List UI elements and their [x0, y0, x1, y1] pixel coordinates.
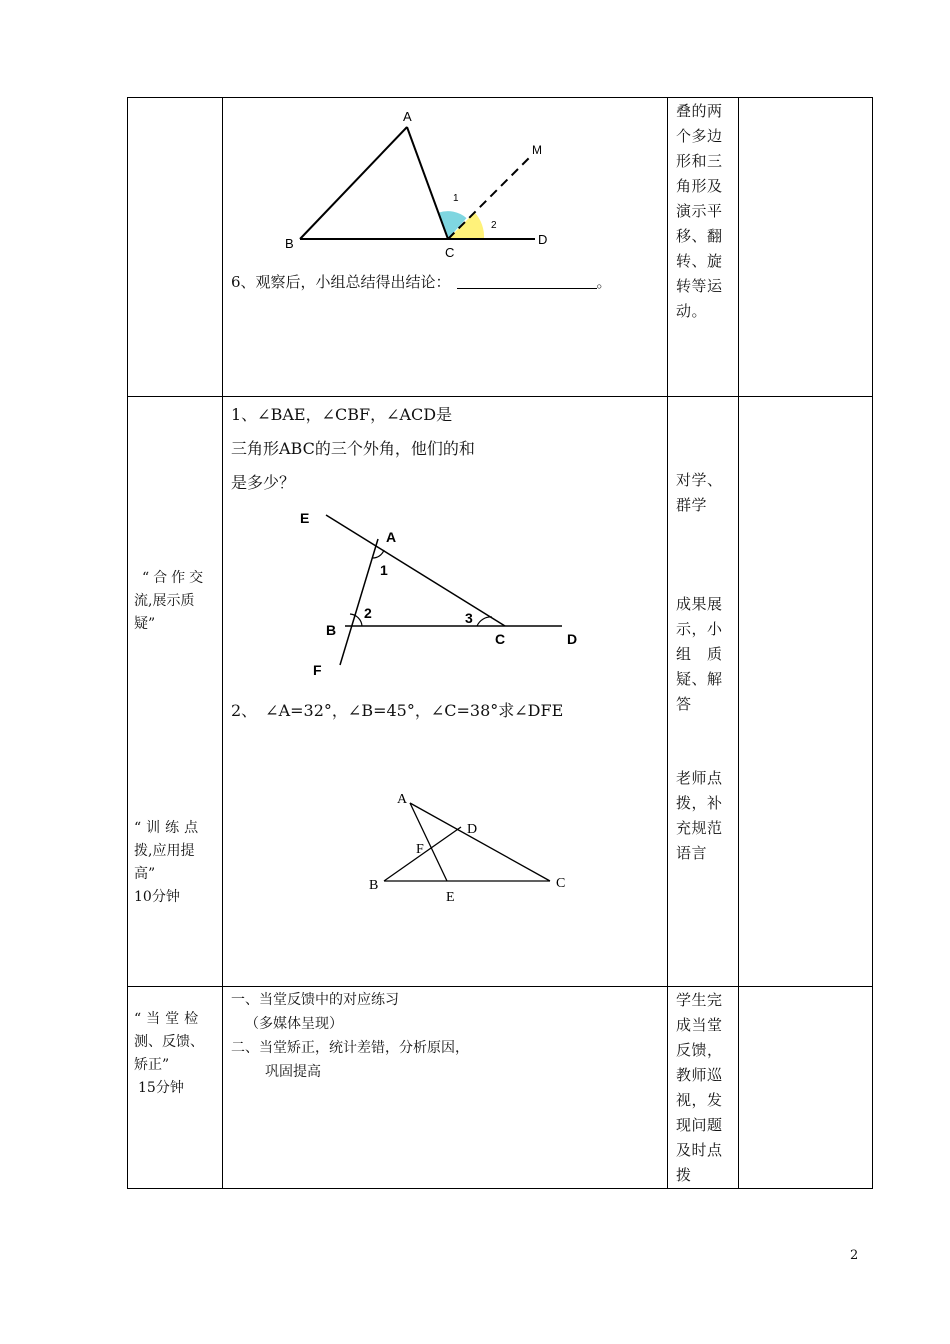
label-angle-1: 1: [453, 193, 459, 204]
label-B: B: [326, 622, 337, 638]
label-C: C: [495, 631, 506, 647]
content-line: 巩固提高: [265, 1064, 321, 1080]
note-line: 拨: [676, 1166, 692, 1184]
note-line: 动。: [676, 302, 708, 320]
row-divider-1: [127, 396, 873, 397]
note-line: 疑、解: [676, 670, 723, 688]
answer-blank: [457, 274, 597, 289]
label-E: E: [300, 510, 310, 526]
row2-note-a: [676, 468, 734, 518]
table-divider-3: [738, 97, 739, 1189]
note-line: 成果展: [676, 595, 723, 613]
note-line: 老师点: [676, 769, 723, 787]
note-line: 教师巡: [676, 1066, 723, 1084]
stage-line: 流,展示质: [134, 593, 195, 609]
stage-cooperation: [134, 567, 218, 636]
segment-AB: [300, 127, 407, 239]
row-divider-2: [127, 986, 873, 987]
note-line: 转、旋: [676, 252, 723, 270]
stage-training: [134, 817, 218, 909]
note-line: 答: [676, 695, 692, 713]
note-line: 充规范: [676, 819, 723, 837]
question-1: [231, 398, 475, 500]
label-angle-2: 2: [364, 605, 372, 621]
note-line: 对学、: [676, 471, 723, 489]
segment-AC: [410, 803, 550, 881]
note-line: 形和三: [676, 152, 723, 170]
note-line: 演示平: [676, 202, 723, 220]
stage-line: “训练点: [134, 820, 204, 836]
stage-duration: 15分钟: [138, 1080, 184, 1096]
q1-line: 三角形ABC的三个外角，他们的和: [231, 439, 475, 458]
label-angle-1: 1: [380, 562, 388, 578]
label-angle-3: 3: [465, 610, 473, 626]
row2-note-b: [676, 592, 734, 717]
page-number: 2: [850, 1248, 859, 1263]
q1-line: 1、∠BAE，∠CBF，∠ACD是: [231, 405, 453, 424]
figure-exterior-angle: [270, 104, 570, 264]
label-C: C: [556, 876, 566, 891]
note-line: 示，小: [676, 620, 723, 638]
label-M: M: [532, 143, 542, 157]
angle-arc-C: [477, 617, 492, 626]
label-D: D: [538, 232, 548, 247]
label-E: E: [446, 890, 455, 905]
row2-note-c: [676, 766, 734, 866]
table-border-top: [127, 97, 873, 98]
note-line: 拨，补: [676, 794, 723, 812]
note-line: 学生完: [676, 991, 723, 1009]
note-line: 语言: [676, 844, 708, 862]
note-line: 及时点: [676, 1141, 723, 1159]
item-6: [231, 270, 612, 295]
label-A: A: [403, 109, 412, 124]
label-C: C: [445, 245, 455, 260]
row3-note: [676, 988, 734, 1188]
stage-duration: 10分钟: [134, 889, 180, 905]
question-2: [231, 698, 563, 724]
figure-triangle-dfe: [360, 785, 580, 910]
label-A: A: [386, 529, 397, 545]
stage-line: 测、反馈、: [134, 1034, 204, 1050]
stage-line: 矫正”: [134, 1057, 170, 1073]
note-line: 个多边: [676, 127, 723, 145]
stage-line: 拨,应用提: [134, 843, 195, 859]
content-line: 一、当堂反馈中的对应练习: [231, 992, 399, 1008]
note-line: 群学: [676, 496, 708, 514]
table-border-right: [872, 97, 873, 1189]
q2-text: 2、 ∠A=32°，∠B=45°，∠C=38°求∠DFE: [231, 701, 564, 720]
stage-line: “合作交: [142, 570, 208, 586]
stage-line: 疑”: [134, 616, 156, 632]
note-line: 转等运: [676, 277, 723, 295]
label-F: F: [416, 842, 424, 857]
table-border-left: [127, 97, 128, 1189]
table-border-bottom: [127, 1188, 873, 1189]
label-D: D: [467, 822, 478, 837]
row3-content: [231, 988, 469, 1084]
stage-feedback: [134, 1008, 218, 1100]
item-6-text: 6、观察后，小组总结得出结论：: [231, 273, 451, 291]
note-line: 叠的两: [676, 102, 723, 120]
segment-AC: [407, 127, 448, 239]
label-B: B: [369, 878, 379, 893]
label-F: F: [313, 662, 322, 678]
note-line: 视，发: [676, 1091, 723, 1109]
label-D: D: [567, 631, 578, 647]
label-B: B: [285, 236, 294, 251]
note-line: 成当堂: [676, 1016, 723, 1034]
item-6-end: 。: [596, 273, 612, 291]
stage-line: “当堂检: [134, 1011, 204, 1027]
label-angle-2: 2: [491, 220, 497, 231]
row1-note: [676, 99, 734, 324]
ray-CM-dashed: [448, 157, 530, 239]
table-divider-2: [667, 97, 668, 1189]
note-line: 角形及: [676, 177, 723, 195]
stage-line: 高”: [134, 866, 156, 882]
content-line: （多媒体呈现）: [245, 1016, 343, 1032]
content-line: 二、当堂矫正，统计差错，分析原因，: [231, 1040, 469, 1056]
note-line: 反馈，: [676, 1041, 723, 1059]
label-A: A: [397, 792, 408, 807]
note-line: 现问题: [676, 1116, 723, 1134]
note-line: 移、翻: [676, 227, 723, 245]
line-EAC: [326, 515, 505, 626]
table-divider-1: [222, 97, 223, 1189]
figure-triangle-exterior-angles: [290, 505, 600, 685]
note-line: 组 质: [676, 645, 723, 663]
q1-line: 是多少？: [231, 473, 296, 492]
